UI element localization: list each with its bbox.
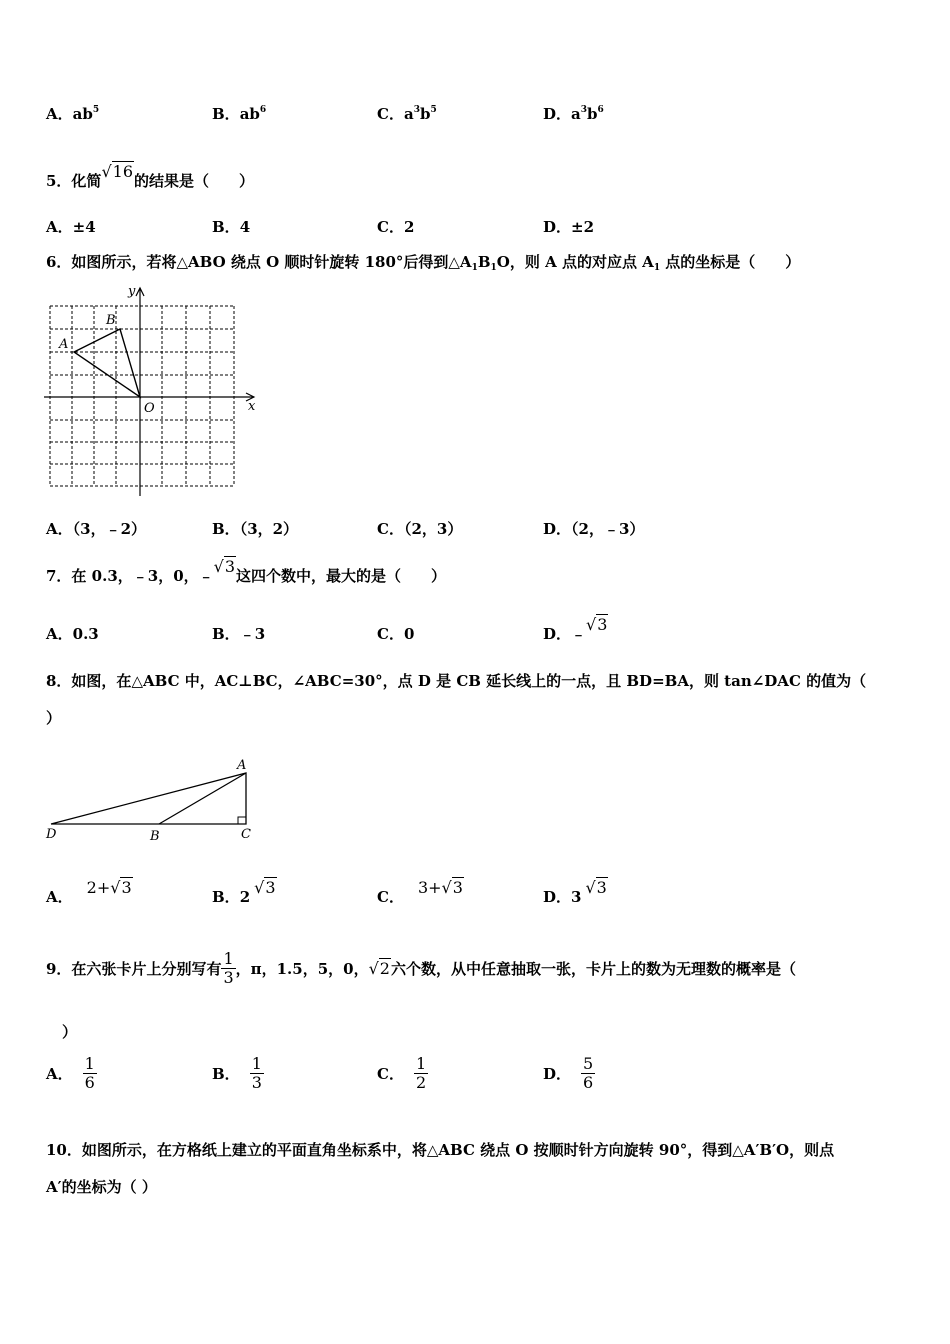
q7-stem: 7．在 0.3，﹣3，0，﹣√3这四个数中，最大的是（ ） (46, 557, 447, 585)
label-a: A (59, 337, 69, 352)
q8-triangle-figure (40, 755, 270, 845)
q8-stem-line2: ） (46, 709, 62, 727)
sqrt-16: √16 (101, 162, 133, 181)
q10-stem-line1: 10．如图所示，在方格纸上建立的平面直角坐标系中，将△ABC 绕点 O 按顺时针方向旋转 90°，得到△A′B′O，则点 (46, 1141, 835, 1159)
q10-stem-line2: A′的坐标为（ ） (46, 1178, 157, 1196)
label-b: B (150, 829, 160, 844)
q9-option-b: B． $\frac{1}{3}$ (212, 1054, 262, 1092)
q8-option-b: B．2 √3 (212, 878, 276, 906)
label-a: A (237, 758, 247, 773)
q9-option-a: A． $\frac{1}{6}$ (46, 1054, 95, 1092)
q8-stem-line1: 8．如图，在△ABC 中，AC⊥BC，∠ABC=30°，点 D 是 CB 延长线上的一点，且 BD=BA，则 tan∠DAC 的值为（ (46, 672, 867, 690)
q8-option-d: D．3 √3 (543, 878, 607, 906)
q6-axes (44, 288, 254, 496)
q4-option-a: A．$ab^5$ (46, 105, 100, 123)
q6-stem: 6．如图所示，若将△ABO 绕点 O 顺时针旋转 180°后得到$\triangle A_1B_1O$，则 A 点的对应点 $A_1$ 点的坐标是（ ） (46, 253, 801, 273)
q5-option-d: D．±2 (543, 218, 595, 236)
label-c: C (241, 827, 251, 842)
frac-one-third: $\frac{1}{3}$ (223, 948, 234, 987)
q5-stem: 5．化简√16的结果是（ ） (46, 162, 255, 190)
q4-option-d: D．$a^3b^6$ (543, 105, 604, 123)
q9-option-d: D． $\frac{5}{6}$ (543, 1054, 594, 1092)
q6-option-c: C．（2，3） (377, 520, 463, 538)
q6-option-a: A．（3，﹣2） (46, 520, 147, 538)
sqrt-3: √3 (213, 557, 236, 576)
q9-stem: 9．在六张卡片上分别写有 $\frac{1}{3}$ ，π，1.5，5，0， √2 六个数，从中任意抽取一张，卡片上的数为无理数的概率是（ (46, 948, 796, 987)
sqrt-2: √2 (368, 958, 390, 978)
q7-option-b: B．﹣3 (212, 625, 266, 643)
label-y: y (128, 284, 136, 299)
q6-option-b: B．（3，2） (212, 520, 299, 538)
q6-option-d: D．（2，﹣3） (543, 520, 645, 538)
q8-option-a: A． 2+√3 (46, 878, 132, 906)
q5-option-a: A．±4 (46, 218, 96, 236)
label-b: B (106, 313, 116, 328)
q7-option-d: D．﹣√3 (543, 615, 608, 643)
q4-option-b: B．$ab^6$ (212, 105, 267, 123)
q5-option-c: C．2 (377, 218, 415, 236)
q7-option-a: A．0.3 (46, 625, 99, 643)
label-d: D (46, 827, 57, 842)
label-x: x (248, 399, 256, 414)
label-o: O (144, 401, 155, 416)
q6-coordinate-figure (40, 282, 265, 500)
triangle-abo (74, 329, 140, 397)
q9-stem-line2: ） (62, 1023, 78, 1041)
q5-option-b: B．4 (212, 218, 251, 236)
q6-grid (50, 306, 234, 486)
q9-option-c: C． $\frac{1}{2}$ (377, 1054, 427, 1092)
q8-option-c: C． 3+√3 (377, 878, 463, 906)
q7-option-c: C．0 (377, 625, 415, 643)
q4-option-c: C．$a^3b^5$ (377, 105, 437, 123)
